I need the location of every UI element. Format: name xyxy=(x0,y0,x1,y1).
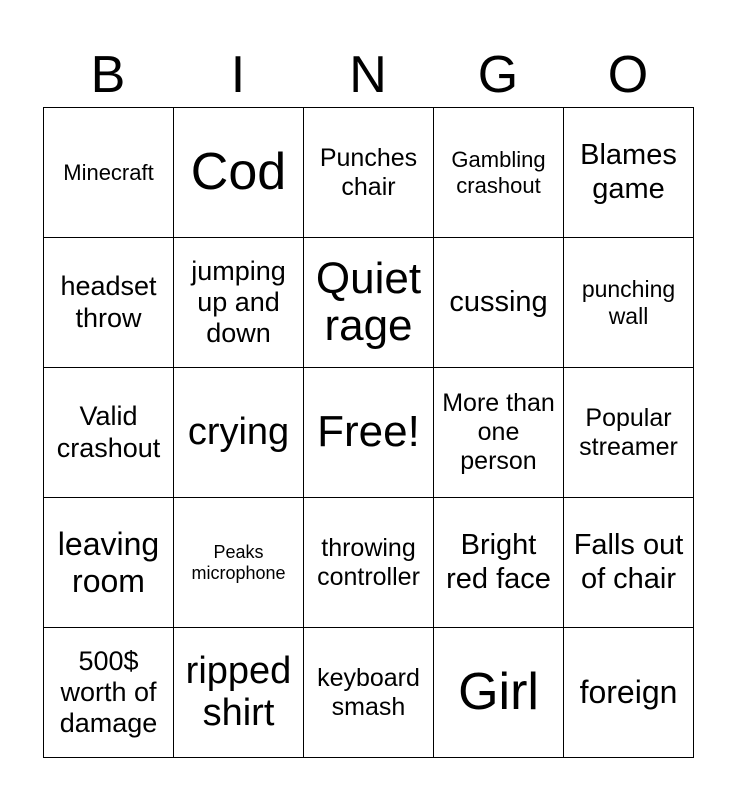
header-letter-o: O xyxy=(607,46,649,104)
header-letter-g: G xyxy=(477,46,519,104)
cell-text: crying xyxy=(187,410,290,453)
cell-text: More than one person xyxy=(442,389,555,475)
cell-text: throwing controller xyxy=(317,533,420,591)
bingo-cell[interactable] xyxy=(304,238,434,368)
bingo-board xyxy=(43,107,694,758)
bingo-cell[interactable] xyxy=(174,108,304,238)
bingo-cell[interactable] xyxy=(434,238,564,368)
bingo-cell[interactable] xyxy=(44,108,174,238)
bingo-cell[interactable] xyxy=(44,368,174,498)
cell-text: keyboard smash xyxy=(317,663,420,721)
cell-text: Blames game xyxy=(580,139,677,205)
cell-text: Peaks microphone xyxy=(191,541,286,583)
free-space[interactable] xyxy=(304,368,434,498)
bingo-cell[interactable] xyxy=(564,628,694,758)
bingo-cell[interactable] xyxy=(434,628,564,758)
cell-text: leaving room xyxy=(57,525,160,599)
cell-text: Cod xyxy=(190,143,287,202)
bingo-cell[interactable] xyxy=(304,108,434,238)
bingo-cell[interactable] xyxy=(304,628,434,758)
cell-text: 500$ worth of damage xyxy=(59,645,158,739)
bingo-cell[interactable] xyxy=(564,498,694,628)
cell-text: Girl xyxy=(458,663,539,722)
bingo-cell[interactable] xyxy=(44,238,174,368)
bingo-cell[interactable] xyxy=(44,628,174,758)
header-letter-b: B xyxy=(90,46,126,104)
cell-text: Quiet rage xyxy=(315,254,422,350)
bingo-cell[interactable] xyxy=(44,498,174,628)
bingo-cell[interactable] xyxy=(174,368,304,498)
bingo-cell[interactable] xyxy=(434,108,564,238)
cell-text: Valid crashout xyxy=(56,401,161,463)
cell-text: ripped shirt xyxy=(185,649,292,734)
cell-text: Punches chair xyxy=(319,143,418,201)
cell-text: cussing xyxy=(449,285,548,318)
header-letter-i: I xyxy=(230,46,246,104)
cell-text: foreign xyxy=(579,674,678,711)
bingo-cell[interactable] xyxy=(564,108,694,238)
bingo-cell[interactable] xyxy=(304,498,434,628)
bingo-cell[interactable] xyxy=(174,628,304,758)
bingo-cell[interactable] xyxy=(564,368,694,498)
bingo-cell[interactable] xyxy=(174,498,304,628)
cell-text: jumping up and down xyxy=(191,255,286,349)
cell-text: Bright red face xyxy=(446,529,551,595)
cell-text: Popular streamer xyxy=(579,403,678,461)
cell-text: punching wall xyxy=(581,276,676,329)
cell-text: Falls out of chair xyxy=(573,529,684,595)
cell-text: headset throw xyxy=(60,271,157,333)
cell-text: Free! xyxy=(317,407,420,457)
header-letter-n: N xyxy=(349,46,387,104)
bingo-cell[interactable] xyxy=(434,498,564,628)
cell-text: Gambling crashout xyxy=(451,147,546,198)
bingo-header xyxy=(43,44,693,106)
bingo-cell[interactable] xyxy=(174,238,304,368)
bingo-cell[interactable] xyxy=(434,368,564,498)
bingo-cell[interactable] xyxy=(564,238,694,368)
cell-text: Minecraft xyxy=(63,159,154,185)
